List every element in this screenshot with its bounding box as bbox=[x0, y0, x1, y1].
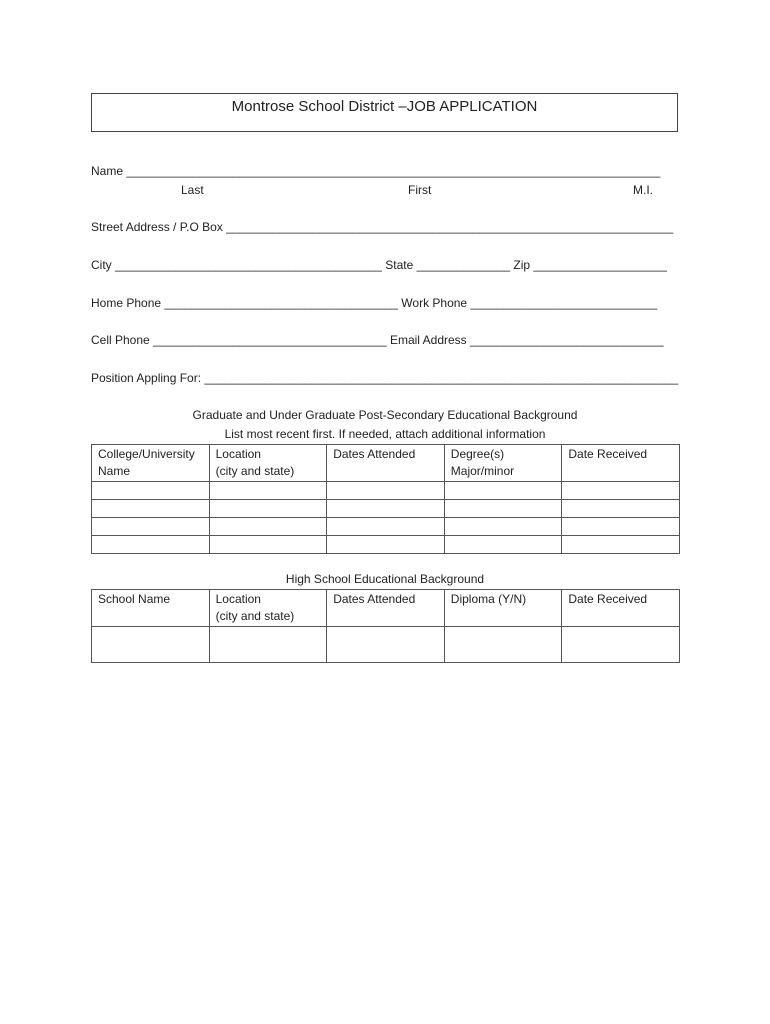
grad-section-subheading: List most recent first. If needed, attach additional information bbox=[224, 427, 546, 441]
table-cell[interactable] bbox=[209, 518, 327, 536]
position-field[interactable]: Position Appling For: _______________________________________________________________________ bbox=[91, 371, 679, 385]
table-cell[interactable] bbox=[562, 536, 680, 554]
table-cell[interactable] bbox=[327, 500, 445, 518]
table-cell[interactable] bbox=[444, 627, 562, 663]
table-cell[interactable] bbox=[327, 482, 445, 500]
table-cell[interactable] bbox=[444, 500, 562, 518]
table-header-row bbox=[92, 445, 680, 482]
column-header: Dates Attended bbox=[327, 590, 445, 627]
table-cell[interactable] bbox=[562, 500, 680, 518]
table-cell[interactable] bbox=[92, 482, 210, 500]
grad-education-table bbox=[91, 444, 680, 554]
table-cell[interactable] bbox=[209, 482, 327, 500]
name-first-label: First bbox=[408, 183, 432, 197]
grad-section-heading: Graduate and Under Graduate Post-Secondary Educational Background bbox=[192, 408, 578, 422]
table-row bbox=[92, 536, 680, 554]
table-cell[interactable] bbox=[92, 500, 210, 518]
table-cell[interactable] bbox=[562, 518, 680, 536]
table-cell[interactable] bbox=[444, 518, 562, 536]
column-header: Location (city and state) bbox=[209, 445, 327, 482]
column-header: Degree(s) Major/minor bbox=[444, 445, 562, 482]
table-cell[interactable] bbox=[327, 627, 445, 663]
title-box bbox=[91, 93, 678, 132]
name-field[interactable]: Name ________________________________________________________________________________ bbox=[91, 164, 661, 178]
hs-section-heading: High School Educational Background bbox=[285, 572, 485, 586]
table-cell[interactable] bbox=[562, 627, 680, 663]
table-row bbox=[92, 627, 680, 663]
table-cell[interactable] bbox=[562, 482, 680, 500]
table-row bbox=[92, 518, 680, 536]
table-row bbox=[92, 482, 680, 500]
name-last-label: Last bbox=[181, 183, 204, 197]
high-school-table bbox=[91, 589, 680, 663]
cell-email-field[interactable]: Cell Phone ___________________________________ Email Address _____________________________ bbox=[91, 333, 664, 347]
table-cell[interactable] bbox=[444, 536, 562, 554]
column-header: Dates Attended bbox=[327, 445, 445, 482]
column-header: College/University Name bbox=[92, 445, 210, 482]
table-cell[interactable] bbox=[327, 518, 445, 536]
table-cell[interactable] bbox=[209, 627, 327, 663]
home-work-phone-field[interactable]: Home Phone ___________________________________ Work Phone ____________________________ bbox=[91, 296, 658, 310]
column-header: School Name bbox=[92, 590, 210, 627]
name-mi-label: M.I. bbox=[633, 183, 653, 197]
table-cell[interactable] bbox=[327, 536, 445, 554]
column-header: Date Received bbox=[562, 445, 680, 482]
table-cell[interactable] bbox=[92, 518, 210, 536]
table-cell[interactable] bbox=[92, 627, 210, 663]
table-row bbox=[92, 500, 680, 518]
column-header: Diploma (Y/N) bbox=[444, 590, 562, 627]
table-header-row bbox=[92, 590, 680, 627]
table-cell[interactable] bbox=[92, 536, 210, 554]
table-cell[interactable] bbox=[209, 536, 327, 554]
table-cell[interactable] bbox=[209, 500, 327, 518]
city-state-zip-field[interactable]: City ________________________________________ State ______________ Zip ____________________ bbox=[91, 258, 667, 272]
table-cell[interactable] bbox=[444, 482, 562, 500]
column-header: Date Received bbox=[562, 590, 680, 627]
street-address-field[interactable]: Street Address / P.O Box ___________________________________________________________________ bbox=[91, 220, 674, 234]
page-title: Montrose School District –JOB APPLICATION bbox=[231, 98, 538, 115]
column-header: Location (city and state) bbox=[209, 590, 327, 627]
